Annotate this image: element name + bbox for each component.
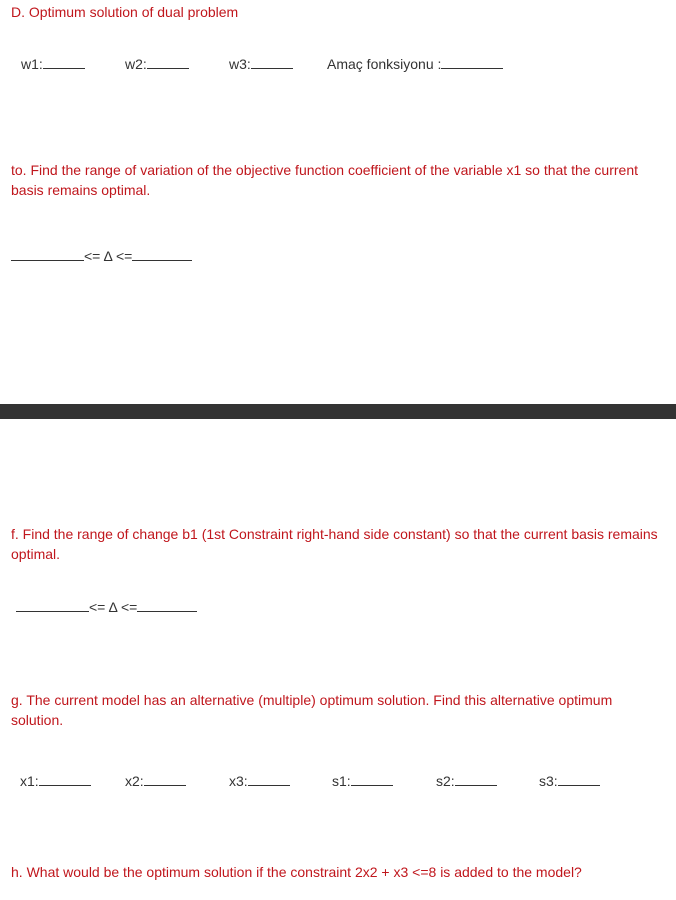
x3-blank[interactable]	[248, 774, 290, 786]
w1-blank[interactable]	[43, 57, 85, 69]
objective-blank[interactable]	[441, 57, 503, 69]
x2-blank[interactable]	[144, 774, 186, 786]
s3-label: s3:	[539, 773, 558, 789]
w3-label: w3:	[229, 56, 251, 72]
page-divider	[0, 404, 676, 419]
s1-label: s1:	[332, 773, 351, 789]
w2-label: w2:	[125, 56, 147, 72]
x1-blank[interactable]	[39, 774, 91, 786]
x1-field	[20, 773, 91, 789]
section-f-upper-blank[interactable]	[137, 600, 197, 612]
x3-label: x3:	[229, 773, 248, 789]
s3-field	[539, 773, 600, 789]
x1-label: x1:	[20, 773, 39, 789]
x2-field	[125, 773, 186, 789]
section-f-range	[16, 599, 197, 615]
w3-blank[interactable]	[251, 57, 293, 69]
section-f-lower-blank[interactable]	[16, 600, 89, 612]
w2-field	[125, 56, 189, 72]
section-to-upper-blank[interactable]	[132, 249, 192, 261]
section-f-range-middle: <= Δ <=	[89, 599, 138, 615]
section-f-question: f. Find the range of change b1 (1st Constraint right-hand side constant) so that the current basis remains optimal.	[11, 526, 658, 562]
s1-blank[interactable]	[351, 774, 393, 786]
section-to-range-middle: <= Δ <=	[84, 248, 133, 264]
section-d-title: D. Optimum solution of dual problem	[11, 4, 239, 20]
x2-label: x2:	[125, 773, 144, 789]
objective-field	[327, 56, 503, 72]
section-g-question: g. The current model has an alternative (multiple) optimum solution. Find this alternative optimum solution.	[11, 692, 613, 728]
w1-field	[21, 56, 85, 72]
s2-blank[interactable]	[455, 774, 497, 786]
s2-label: s2:	[436, 773, 455, 789]
section-to-lower-blank[interactable]	[11, 249, 84, 261]
w3-field	[229, 56, 293, 72]
section-to-range	[11, 248, 192, 264]
s3-blank[interactable]	[558, 774, 600, 786]
s2-field	[436, 773, 497, 789]
w2-blank[interactable]	[147, 57, 189, 69]
s1-field	[332, 773, 393, 789]
section-to-question: to. Find the range of variation of the objective function coefficient of the variable x1 so that the current basis remains optimal.	[11, 162, 639, 198]
section-h-question: h. What would be the optimum solution if the constraint 2x2 + x3 <=8 is added to the model?	[11, 864, 582, 880]
w1-label: w1:	[21, 56, 43, 72]
x3-field	[229, 773, 290, 789]
objective-label: Amaç fonksiyonu :	[327, 56, 442, 72]
